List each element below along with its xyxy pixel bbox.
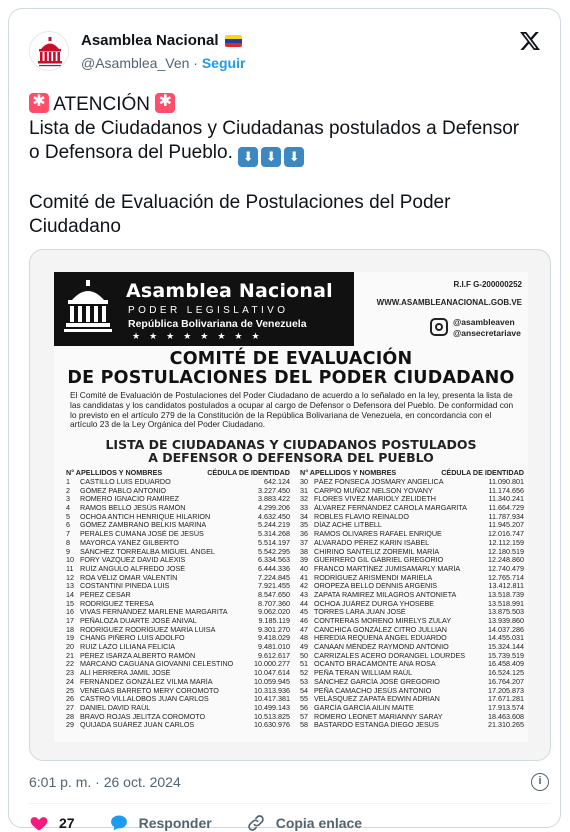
candidate-number: 56 (300, 702, 308, 712)
down-arrow-icon: ⬇ (284, 147, 304, 167)
candidate-number: 57 (300, 711, 308, 721)
candidate-name: BASTARDO ESTANGA DIEGO JESÚS (314, 721, 439, 730)
candidate-name: QUIJADA SUÁREZ JUAN CARLOS (80, 721, 195, 730)
candidate-id: 16.524.125 (488, 668, 524, 678)
list-title (54, 438, 528, 464)
copy-link-button[interactable] (246, 813, 362, 832)
tweet-text (29, 93, 549, 239)
candidate-id: 4.632.450 (258, 511, 290, 521)
candidate-number: 36 (300, 529, 308, 539)
candidate-row (66, 556, 290, 565)
candidate-id: 7.921.455 (258, 581, 290, 591)
candidate-number: 3 (66, 494, 70, 504)
candidate-name: ZAPATA RAMIREZ MILAGROS ANTONIETA (314, 590, 457, 599)
candidate-number: 7 (66, 529, 70, 539)
candidate-number: 12 (66, 572, 74, 582)
candidate-number: 45 (300, 607, 308, 617)
candidate-name: RODRÍGUEZ ARISMENDI MARIELA (314, 573, 433, 582)
candidate-number: 22 (66, 659, 74, 669)
candidate-name: ALI HERRERA JAMIL JOSÉ (80, 669, 171, 678)
candidate-id: 10.047.614 (254, 668, 290, 678)
candidate-row (66, 521, 290, 530)
down-arrow-icon: ⬇ (261, 147, 281, 167)
candidate-id: 3.227.450 (258, 485, 290, 495)
candidate-name: ÁLVAREZ FERNÁNDEZ CAROLA MARGARITA (314, 504, 467, 513)
candidate-id: 10.313.936 (254, 685, 290, 695)
candidate-id: 21.310.265 (488, 720, 524, 730)
candidate-row (66, 600, 290, 609)
candidate-name: PÁEZ FONSECA JOSMARY ANGELICA (314, 478, 444, 486)
candidate-id: 6.334.563 (258, 555, 290, 565)
candidate-number: 18 (66, 624, 74, 634)
candidate-name: GÓMEZ PABLO ANTONIO (80, 486, 166, 495)
copy-link-label: Copia enlace (275, 815, 363, 831)
candidate-id: 10.417.381 (254, 694, 290, 704)
candidate-name: OROPEZA BELLO DENNIS ARGENIS (314, 582, 438, 591)
instagram-handles (453, 317, 521, 339)
committee-title-line1: COMITÉ DE EVALUACIÓN (169, 349, 413, 369)
candidate-number: 27 (66, 702, 74, 712)
candidate-name: OCHOA ANTICH HENRIQUE HILARION (80, 512, 211, 521)
candidates-column-left (66, 468, 290, 730)
candidate-name: RUÍZ ANGULO ALFREDO JOSÉ (80, 564, 186, 573)
candidate-name: DÍAZ ACHE LITBELL (314, 521, 382, 530)
committee-title (54, 350, 528, 388)
candidate-id: 9.062.020 (258, 607, 290, 617)
candidate-number: 32 (300, 494, 308, 504)
candidate-row (66, 539, 290, 548)
candidate-id: 9.301.270 (258, 624, 290, 634)
candidate-id: 9.612.617 (258, 650, 290, 660)
candidate-name: SÁNCHEZ GARCÍA JOSÉ GREGORIO (314, 677, 440, 686)
candidate-number: 35 (300, 520, 308, 530)
author-name[interactable] (81, 31, 245, 51)
candidate-name: GÓMEZ ZAMBRANO BELKIS MARINA (80, 521, 207, 530)
siren-icon (155, 93, 175, 113)
banner-stars: ★★★★★★★★ (132, 331, 269, 341)
candidate-name: RUIZ LAZO LILIANA FELICIA (80, 643, 176, 652)
candidate-name: VELÁSQUEZ ZAPATA EDWIN ADRIAN (314, 695, 440, 704)
candidate-row (66, 582, 290, 591)
candidate-id: 15.324.144 (488, 642, 524, 652)
candidate-row (66, 634, 290, 643)
banner-republic: República Bolivariana de Venezuela (128, 318, 307, 330)
candidate-number: 9 (66, 546, 70, 556)
candidate-id: 9.481.010 (258, 642, 290, 652)
candidate-id: 5.542.295 (258, 546, 290, 556)
candidate-name: CONTRERAS MORENO MIRELYS ZULAY (314, 617, 452, 625)
tweet-media[interactable] (29, 249, 551, 761)
candidate-number: 41 (300, 572, 308, 582)
candidate-number: 23 (66, 668, 74, 678)
candidate-number: 1 (66, 477, 70, 486)
candidate-name: GARCÍA GARCÍA AILIN MAITE (314, 703, 414, 712)
candidate-number: 13 (66, 581, 74, 591)
ig-handle-2: @ansecretariave (453, 328, 521, 338)
capitol-emblem-icon (62, 278, 114, 336)
candidate-id: 5.314.268 (258, 529, 290, 539)
candidate-id: 8.547.650 (258, 589, 290, 599)
candidate-name: FRANCO MARTÍNEZ JUMISAMARLY MARÍA (314, 564, 461, 573)
candidate-id: 13.518.739 (488, 589, 524, 599)
candidate-id: 13.412.811 (488, 581, 524, 591)
tweet-line: Lista de Ciudadanos y Ciudadanas postulados a Defensor (29, 118, 520, 139)
avatar[interactable] (29, 31, 69, 71)
column-header (66, 468, 290, 478)
candidate-id: 15.739.519 (488, 650, 524, 660)
candidate-name: BRAVO ROJAS JELITZA COROMOTO (80, 712, 206, 721)
candidate-id: 5.514.197 (258, 537, 290, 547)
candidate-number: 38 (300, 546, 308, 556)
candidate-number: 50 (300, 650, 308, 660)
candidate-number: 37 (300, 537, 308, 547)
candidate-id: 11.174.656 (488, 485, 524, 495)
candidate-name: PERALES CUMANA JOSÉ DE JESÚS (80, 530, 204, 539)
candidate-id: 10.000.277 (254, 659, 290, 669)
candidate-id: 10.630.976 (254, 720, 290, 730)
candidate-row (66, 548, 290, 557)
candidate-name: PEÑA TERAN WILLIAM RAÚL (314, 669, 413, 678)
candidate-number: 44 (300, 598, 308, 608)
candidate-id: 16.458.409 (488, 659, 524, 669)
candidates-column-right (300, 468, 524, 730)
candidate-name: CARRIZALES ACERO DORANGEL LOURDES (314, 651, 466, 660)
candidate-id: 16.764.207 (488, 676, 524, 686)
x-logo-icon[interactable] (518, 29, 542, 53)
candidate-name: PEÑALOZA DUARTE JOSÉ ANIVAL (80, 617, 197, 625)
candidate-number: 34 (300, 511, 308, 521)
candidate-id: 10.513.825 (254, 711, 290, 721)
candidate-name: CANCHICA GONZÁLEZ CITRO JULLIAN (314, 625, 447, 634)
candidate-number: 10 (66, 555, 74, 565)
candidate-id: 8.707.360 (258, 598, 290, 608)
follow-button[interactable]: Seguir (201, 55, 246, 71)
candidate-number: 39 (300, 555, 308, 565)
document-banner (54, 272, 354, 346)
candidate-name: ROMERO LEONET MARIANNY SARAY (314, 712, 443, 721)
candidate-id: 12.765.714 (488, 572, 524, 582)
candidate-number: 48 (300, 633, 308, 643)
candidate-number: 55 (300, 694, 308, 704)
divider (29, 803, 551, 804)
tweet-line: Ciudadano (29, 216, 121, 237)
candidate-row (66, 565, 290, 574)
candidate-id: 13.518.991 (488, 598, 524, 608)
candidate-id: 12.180.519 (488, 546, 524, 556)
candidate-id: 11.945.207 (488, 520, 524, 530)
candidate-row (66, 574, 290, 583)
candidate-name: PEÑA CAMACHO JESÚS ANTONIO (314, 686, 432, 695)
candidate-id: 17.205.873 (488, 685, 524, 695)
candidate-number: 51 (300, 659, 308, 669)
candidate-name: VIVAS FERNÁNDEZ MARLENE MARGARITA (80, 608, 228, 617)
candidate-number: 28 (66, 711, 74, 721)
candidate-name: CHIRINO SANTELIZ ZOREMIL MARÍA (314, 547, 440, 556)
author-name-text[interactable]: Asamblea Nacional (81, 32, 219, 49)
siren-icon (29, 93, 49, 113)
candidate-name: ROBLES FLAVIO REINALDO (314, 512, 409, 521)
candidate-number: 20 (66, 642, 74, 652)
candidate-id: 17.671.281 (488, 694, 524, 704)
column-header-name: N° APELLIDOS Y NOMBRES (300, 468, 397, 477)
candidate-number: 54 (300, 685, 308, 695)
candidate-name: CASTILLO LUIS EDUARDO (80, 478, 171, 486)
candidate-number: 11 (66, 563, 74, 573)
candidate-number: 21 (66, 650, 74, 660)
candidate-name: TORRES LARA JUAN JOSÉ (314, 608, 406, 617)
down-arrow-icon: ⬇ (238, 147, 258, 167)
candidate-name: CARPIO MUÑOZ NELSON YOVANY (314, 486, 433, 495)
candidate-name: ROMERO IGNACIO RAMÍREZ (80, 495, 180, 504)
candidate-number: 53 (300, 676, 308, 686)
candidate-number: 16 (66, 607, 74, 617)
candidate-number: 4 (66, 503, 70, 513)
candidate-number: 19 (66, 633, 74, 643)
like-button[interactable] (29, 813, 75, 832)
info-icon[interactable]: i (531, 773, 549, 791)
candidate-name: ALVARADO PÉREZ KARIN ISABEL (314, 538, 430, 547)
banner-subtitle: PODER LEGISLATIVO (128, 305, 289, 316)
list-title-line1: LISTA DE CIUDADANAS Y CIUDADANOS POSTULADOS (105, 437, 477, 452)
candidate-id: 14.037.286 (488, 624, 524, 634)
author-sub (81, 53, 245, 73)
like-count: 27 (59, 815, 75, 831)
candidate-row (66, 591, 290, 600)
candidate-name: RAMOS OLIVARES RAFAEL ENRIQUE (314, 530, 442, 539)
list-title-line2: A DEFENSOR O DEFENSORA DEL PUEBLO (148, 450, 434, 465)
candidate-row (66, 487, 290, 496)
candidate-name: CASTRO VILLALOBOS JUAN CARLOS (80, 695, 209, 704)
reply-label: Responder (138, 815, 212, 831)
candidate-name: RODRÍGUEZ RODRÍGUEZ MARÍA LUISA (80, 625, 216, 634)
candidate-number: 52 (300, 668, 308, 678)
candidate-number: 42 (300, 581, 308, 591)
candidate-name: HEREDIA REQUENA ÁNGEL EDUARDO (314, 634, 447, 643)
candidate-number: 33 (300, 503, 308, 513)
candidate-name: RAMOS BELLO JESÚS RAMÓN (80, 504, 186, 513)
candidate-row (66, 626, 290, 635)
candidate-name: OCANTO BRACAMONTE ANA ROSA (314, 660, 436, 669)
candidate-number: 15 (66, 598, 74, 608)
banner-title: Asamblea Nacional (126, 280, 333, 302)
candidate-id: 14.455.031 (488, 633, 524, 643)
attention-text: ATENCIÓN (53, 94, 150, 115)
website-text: WWW.ASAMBLEANACIONAL.GOB.VE (376, 298, 522, 307)
committee-title-line2: DE POSTULACIONES DEL PODER CIUDADANO (67, 368, 515, 388)
candidate-name: MARCANO CAGUANA GIOVANNI CELESTINO (80, 660, 234, 669)
candidate-number: 6 (66, 520, 70, 530)
candidate-number: 40 (300, 563, 308, 573)
candidate-row (66, 643, 290, 652)
tweet-line: Comité de Evaluación de Postulaciones del Poder (29, 192, 451, 213)
rif-text: R.I.F G-200000252 (453, 280, 522, 289)
candidate-id: 12.248.860 (488, 555, 524, 565)
action-bar (29, 813, 396, 832)
candidate-id: 11.340.241 (488, 494, 524, 504)
candidate-id: 17.913.574 (488, 702, 524, 712)
candidate-row (66, 608, 290, 617)
intro-paragraph: El Comité de Evaluación de Postulaciones del Poder Ciudadano de acuerdo a lo señalado en la ley, presenta la lista de las candidatas y los candidatos postulados a ocupar al cargo de Defensor o Defensora del Pueblo. De conformidad con lo previsto en el artículo 279 de la Constitución de la República Bolivariana de Venezuela, en concordancia con el artículo 23 de la Ley Orgánica del Poder Ciudadano. (70, 390, 514, 430)
candidate-number: 29 (66, 720, 74, 730)
candidate-name: CANAAN MÉNDEZ RAYMOND ANTONIO (314, 643, 449, 652)
candidate-name: FERNÁNDEZ GONZÁLEZ VILMA MARÍA (80, 677, 213, 686)
candidate-id: 10.499.143 (254, 702, 290, 712)
candidate-id: 9.418.029 (258, 633, 290, 643)
candidate-name: FORY VAZQUEZ DAVID ALEXIS (80, 556, 186, 565)
reply-bubble-icon (109, 813, 129, 832)
candidate-number: 26 (66, 694, 74, 704)
candidate-id: 642.124 (264, 477, 290, 486)
candidate-row (66, 721, 290, 730)
candidate-id: 12.016.747 (488, 529, 524, 539)
candidate-id: 3.883.422 (258, 494, 290, 504)
column-header-id: CÉDULA DE IDENTIDAD (207, 468, 290, 477)
candidate-number: 46 (300, 616, 308, 625)
author-block (81, 31, 245, 73)
candidate-id: 11.090.801 (488, 477, 524, 486)
candidate-number: 25 (66, 685, 74, 695)
candidate-row (66, 495, 290, 504)
candidate-name: RODRÍGUEZ TERESA (80, 599, 154, 608)
document-image (54, 272, 528, 742)
candidate-number: 5 (66, 511, 70, 521)
candidate-row (66, 530, 290, 539)
candidate-name: COSTANTINI PINEDA LUIS (80, 582, 170, 591)
candidate-id: 9.185.119 (258, 616, 290, 625)
candidate-id: 11.787.934 (488, 511, 524, 521)
tweet-card (8, 8, 561, 831)
instagram-icon (430, 318, 448, 336)
venezuela-flag-icon (225, 35, 242, 47)
candidate-id: 12.740.479 (488, 563, 524, 573)
candidate-row (66, 513, 290, 522)
tweet-line-text: o Defensora del Pueblo. (29, 142, 233, 163)
candidate-number: 8 (66, 537, 70, 547)
candidate-id: 6.444.336 (258, 563, 290, 573)
candidate-row (66, 478, 290, 487)
candidate-number: 43 (300, 589, 308, 599)
candidate-number: 2 (66, 485, 70, 495)
candidate-id: 12.112.159 (488, 537, 524, 547)
tweet-timestamp[interactable]: 6:01 p. m. · 26 oct. 2024 (29, 774, 181, 790)
candidate-name: ROA VÉLIZ OMAR VALENTÍN (80, 573, 178, 582)
tweet-line-attention (29, 93, 549, 117)
candidate-row (66, 504, 290, 513)
candidate-id: 10.059.945 (254, 676, 290, 686)
reply-button[interactable] (109, 813, 212, 832)
candidate-id: 5.244.219 (258, 520, 290, 530)
candidate-number: 14 (66, 589, 74, 599)
candidate-name: GUERRERO GIL GABRIEL GREGORIO (314, 556, 444, 565)
candidate-name: SÁNCHEZ TORREALBA MIGUEL ÁNGEL (80, 547, 215, 556)
candidate-number: 31 (300, 485, 308, 495)
candidate-id: 7.224.845 (258, 572, 290, 582)
link-icon (246, 813, 266, 832)
candidate-id: 13.939.860 (488, 616, 524, 625)
candidate-name: PÉREZ CESAR (80, 590, 131, 599)
candidate-row (300, 721, 524, 730)
candidate-name: MAYORCA YANEZ GILBERTO (80, 538, 179, 547)
heart-icon (29, 813, 49, 832)
candidate-id: 11.664.729 (488, 503, 524, 513)
candidate-name: VENEGAS BARRETO MERY COROMOTO (80, 686, 219, 695)
candidate-id: 4.299.206 (258, 503, 290, 513)
tweet-line (29, 141, 549, 167)
candidate-number: 30 (300, 477, 308, 486)
dot-separator: · (193, 55, 198, 71)
candidate-name: OCHOA JUÁREZ DURGA YHOSEBE (314, 599, 435, 608)
candidate-id: 18.463.608 (488, 711, 524, 721)
author-handle[interactable]: @Asamblea_Ven (81, 55, 190, 71)
candidate-id: 13.875.503 (488, 607, 524, 617)
candidate-number: 49 (300, 642, 308, 652)
candidate-number: 47 (300, 624, 308, 634)
column-header-id: CÉDULA DE IDENTIDAD (441, 468, 524, 477)
candidate-name: FLORES VIVEZ MARIOLY ZELIDETH (314, 495, 436, 504)
ig-handle-1: @asambleaven (453, 317, 515, 327)
candidate-row (66, 617, 290, 626)
candidate-name: CHANG PIÑERO LUIS ADOLFO (80, 634, 185, 643)
candidate-name: DANIEL DAVID RAÚL (80, 703, 151, 712)
candidate-name: PÉREZ ISARZA ALBERTO RAMÓN (80, 651, 196, 660)
candidate-number: 58 (300, 720, 308, 730)
candidate-number: 24 (66, 676, 74, 686)
candidate-number: 17 (66, 616, 74, 625)
column-header-name: N° APELLIDOS Y NOMBRES (66, 468, 163, 477)
